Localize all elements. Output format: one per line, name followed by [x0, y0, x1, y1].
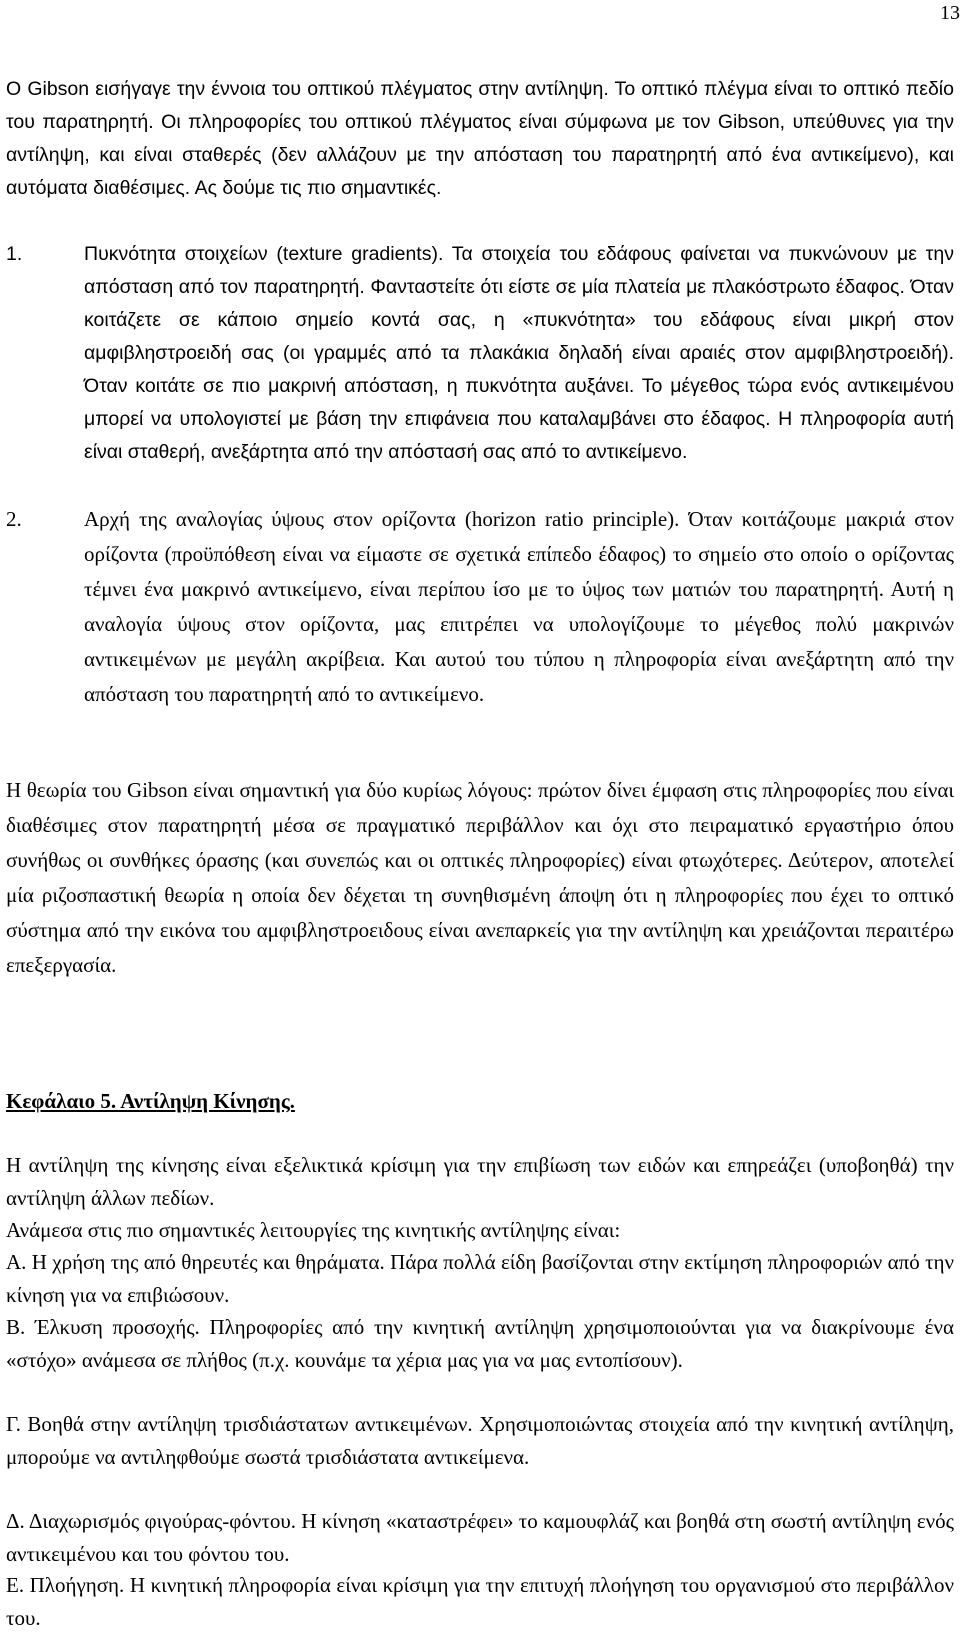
- list-item-texture: [6, 238, 954, 469]
- chapter-intro-paragraph: Η αντίληψη της κίνησης είναι εξελικτικά κρίσιμη για την επιβίωση των ειδών και επηρεάζει (υποβοηθά) την αντίληψη άλλων πεδίων.: [6, 1153, 954, 1210]
- intro-paragraph: Ο Gibson εισήγαγε την έννοια του οπτικού πλέγματος στην αντίληψη. Το οπτικό πλέγμα είναι το οπτικό πεδίο του παρατηρητή. Οι πληροφορίες του οπτικού πλέγματος είναι σύμφωνα με τον Gibson, υπεύθυνες για την αντίληψη, και είναι σταθερές (δεν αλλάζουν με την απόσταση του παρατηρητή από ένα αντικείμενο), και αυτόματα διαθέσιμες. Ας δούμε τις πιο σημαντικές.: [6, 78, 954, 199]
- list-item-number: 1.: [6, 243, 23, 265]
- functions-intro: Ανάμεσα στις πιο σημαντικές λειτουργίες της κινητικής αντίληψης είναι:: [6, 1218, 621, 1242]
- function-item-b: Β. Έλκυση προσοχής. Πληροφορίες από την κινητική αντίληψη χρησιμοποιούνται για να διακρίνουμε ένα «στόχο» ανάμεσα σε πλήθος (π.χ. κουνάμε τα χέρια μας για να μας εντοπίσουν).: [6, 1315, 954, 1372]
- list-item-horizon: [6, 502, 954, 712]
- list-item-text: Αρχή της αναλογίας ύψους στον ορίζοντα (horizon ratio principle). Όταν κοιτάζουμε μακριά στον ορίζοντα (προϋπόθεση είναι να είμαστε σε σχετικά επίπεδο έδαφος) το σημείο στο οποίο ο ορίζοντας τέμνει ένα μακρινό αντικείμενο, είναι περίπου ίσο με το ύψος των ματιών του παρατηρητή. Αυτή η αναλογία ύψους στον ορίζοντα, μας επιτρέπει να υπολογίζουμε το μέγεθος πολύ μακρινών αντικειμένων με μεγάλη ακρίβεια. Και αυτού του τύπου η πληροφορία είναι ανεξάρτητη από την απόσταση του παρατηρητή από το αντικείμενο.: [84, 507, 954, 706]
- page-number: 13: [940, 2, 960, 24]
- function-item-d: Δ. Διαχωρισμός φιγούρας-φόντου. Η κίνηση «καταστρέφει» το καμουφλάζ και βοηθά στη σωστή αντίληψη ενός αντικειμένου και του φόντου του.: [6, 1509, 954, 1566]
- list-item-text: Πυκνότητα στοιχείων (texture gradients). Τα στοιχεία του εδάφους φαίνεται να πυκνώνουν με την απόσταση από τον παρατηρητή. Φανταστείτε ότι είστε σε μία πλατεία με πλακόστρωτο έδαφος. Όταν κοιτάζετε σε κάποιο σημείο κοντά σας, η «πυκνότητα» του εδάφους είναι μικρή στον αμφιβληστροειδή σας (οι γραμμές από τα πλακάκια δηλαδή είναι αραιές στον αμφιβληστροειδή). Όταν κοιτάτε σε πιο μακρινή απόσταση, η πυκνότητα αυξάνει. Το μέγεθος τώρα ενός αντικειμένου μπορεί να υπολογιστεί με βάση την επιφάνεια που καταλαμβάνει στο έδαφος. Η πληροφορία αυτή είναι σταθερή, ανεξάρτητα από την απόστασή σας από το αντικείμενο.: [84, 243, 954, 463]
- function-item-e: Ε. Πλοήγηση. Η κινητική πληροφορία είναι κρίσιμη για την επιτυχή πλοήγηση του οργανισμού στο περιβάλλον του.: [6, 1573, 954, 1630]
- function-item-c: Γ. Βοηθά στην αντίληψη τρισδιάστατων αντικειμένων. Χρησιμοποιώντας στοιχεία από την κινητική αντίληψη, μπορούμε να αντιληφθούμε σωστά τρισδιάστατα αντικείμενα.: [6, 1412, 954, 1469]
- list-item-number: 2.: [6, 507, 22, 531]
- chapter-heading: Κεφάλαιο 5. Αντίληψη Κίνησης.: [6, 1089, 295, 1113]
- gibson-theory-paragraph: Η θεωρία του Gibson είναι σημαντική για δύο κυρίως λόγους: πρώτον δίνει έμφαση στις πληροφορίες που είναι διαθέσιμες στον παρατηρητή μέσα σε πραγματικό περιβάλλον και όχι στο πειραματικό εργαστήριο όπου συνήθως οι συνθήκες όρασης (και συνεπώς και οι οπτικές πληροφορίες) είναι φτωχότερες. Δεύτερον, αποτελεί μία ριζοσπαστική θεωρία η οποία δεν δέχεται τη συνηθισμένη άποψη ότι η πληροφορίες που έχει το οπτικό σύστημα από την εικόνα του αμφιβληστροειδους είναι ανεπαρκείς για την αντίληψη και χρειάζονται περαιτέρω επεξεργασία.: [6, 778, 954, 977]
- function-item-a: Α. Η χρήση της από θηρευτές και θηράματα. Πάρα πολλά είδη βασίζονται στην εκτίμηση πληροφοριών από την κίνηση για να επιβιώσουν.: [6, 1250, 954, 1307]
